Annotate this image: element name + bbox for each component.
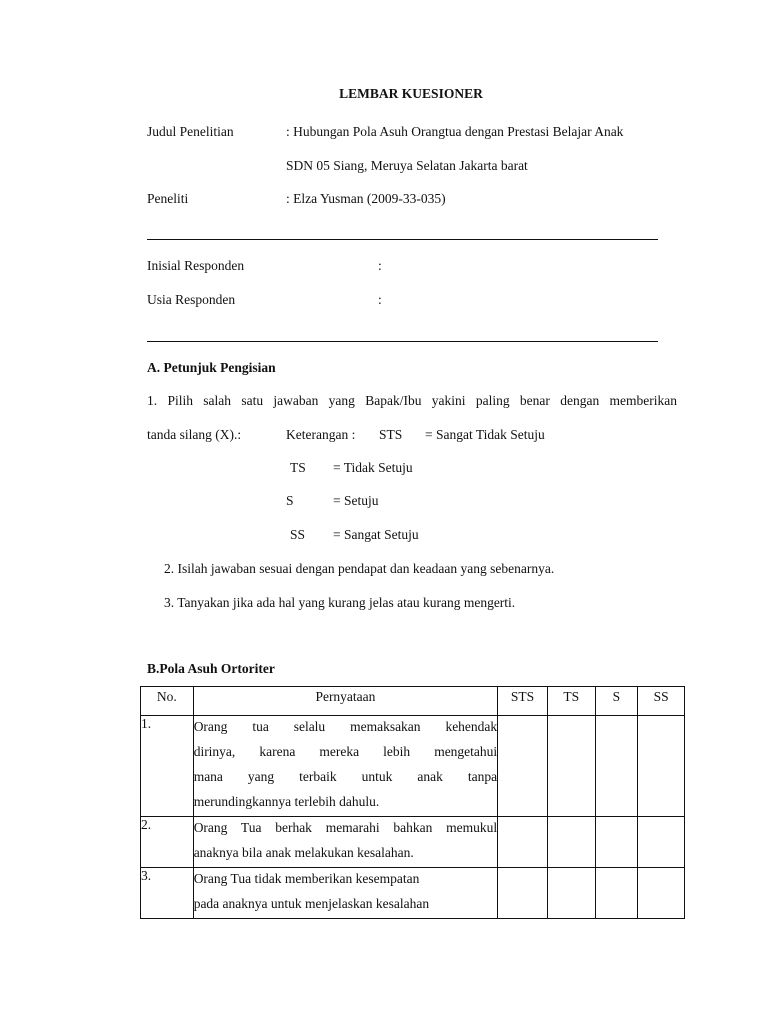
answer-cell-ts[interactable] bbox=[547, 817, 595, 868]
answer-cell-ss[interactable] bbox=[638, 716, 685, 817]
table-header-row bbox=[141, 687, 685, 716]
usia-responden-field[interactable]: : bbox=[378, 292, 382, 307]
judul-value-line2: SDN 05 Siang, Meruya Selatan Jakarta barat bbox=[286, 158, 528, 173]
instruction-2: 2. Isilah jawaban sesuai dengan pendapat dan keadaan yang sebenarnya. bbox=[164, 561, 555, 576]
section-a-heading: A. Petunjuk Pengisian bbox=[147, 360, 276, 375]
peneliti-label: Peneliti bbox=[147, 191, 189, 206]
judul-value-line1: : Hubungan Pola Asuh Orangtua dengan Prestasi Belajar Anak bbox=[286, 124, 624, 139]
statement-line: dirinya, karena mereka lebih mengetahui bbox=[193, 744, 498, 759]
col-header-sts: STS bbox=[498, 687, 548, 716]
legend-meaning-sts: = Sangat Tidak Setuju bbox=[425, 427, 545, 442]
row-number: 2. bbox=[141, 817, 194, 868]
answer-cell-s[interactable] bbox=[595, 817, 638, 868]
answer-cell-s[interactable] bbox=[595, 716, 638, 817]
instruction-1-line1: 1. Pilih salah satu jawaban yang Bapak/Ibu yakini paling benar dengan memberikan bbox=[147, 393, 677, 408]
page-title: LEMBAR KUESIONER bbox=[339, 86, 483, 101]
legend-meaning-ss: = Sangat Setuju bbox=[333, 527, 419, 542]
answer-cell-sts[interactable] bbox=[498, 817, 548, 868]
table-row bbox=[141, 868, 685, 919]
answer-cell-ts[interactable] bbox=[547, 716, 595, 817]
answer-cell-ts[interactable] bbox=[547, 868, 595, 919]
statement-line: anaknya bila anak melakukan kesalahan. bbox=[193, 845, 414, 860]
answer-cell-s[interactable] bbox=[595, 868, 638, 919]
keterangan-label: Keterangan : bbox=[286, 427, 356, 442]
col-header-ts: TS bbox=[547, 687, 595, 716]
table-row bbox=[141, 716, 685, 817]
judul-label: Judul Penelitian bbox=[147, 124, 234, 139]
statement-line: mana yang terbaik untuk anak tanpa bbox=[193, 769, 498, 784]
statement-line: Orang Tua berhak memarahi bahkan memukul bbox=[193, 820, 498, 835]
row-statement bbox=[193, 817, 497, 868]
questionnaire-table bbox=[140, 686, 685, 919]
answer-cell-sts[interactable] bbox=[498, 716, 548, 817]
legend-meaning-s: = Setuju bbox=[333, 493, 379, 508]
answer-cell-sts[interactable] bbox=[498, 868, 548, 919]
divider-bottom bbox=[147, 341, 658, 342]
instruction-1-line2: tanda silang (X).: bbox=[147, 427, 242, 442]
inisial-responden-label: Inisial Responden bbox=[147, 258, 245, 273]
col-header-ss: SS bbox=[638, 687, 685, 716]
legend-code-ts: TS bbox=[290, 460, 306, 475]
row-number: 3. bbox=[141, 868, 194, 919]
answer-cell-ss[interactable] bbox=[638, 868, 685, 919]
section-b-heading: B.Pola Asuh Ortoriter bbox=[147, 661, 275, 676]
col-header-s: S bbox=[595, 687, 638, 716]
col-header-no: No. bbox=[141, 687, 194, 716]
row-statement bbox=[193, 716, 497, 817]
answer-cell-ss[interactable] bbox=[638, 817, 685, 868]
col-header-pernyataan: Pernyataan bbox=[193, 687, 497, 716]
instruction-3: 3. Tanyakan jika ada hal yang kurang jelas atau kurang mengerti. bbox=[164, 595, 516, 610]
row-statement bbox=[193, 868, 497, 919]
legend-code-s: S bbox=[286, 493, 294, 508]
divider-top bbox=[147, 239, 658, 240]
inisial-responden-field[interactable]: : bbox=[378, 258, 382, 273]
statement-line: Orang Tua tidak memberikan kesempatan bbox=[193, 871, 420, 886]
usia-responden-label: Usia Responden bbox=[147, 292, 236, 307]
legend-code-ss: SS bbox=[290, 527, 306, 542]
legend-meaning-ts: = Tidak Setuju bbox=[333, 460, 413, 475]
statement-line: Orang tua selalu memaksakan kehendak bbox=[193, 719, 498, 734]
peneliti-value: : Elza Yusman (2009-33-035) bbox=[286, 191, 446, 206]
statement-line: merundingkannya terlebih dahulu. bbox=[193, 794, 380, 809]
statement-line: pada anaknya untuk menjelaskan kesalahan bbox=[193, 896, 430, 911]
legend-code-sts: STS bbox=[379, 427, 403, 442]
row-number: 1. bbox=[141, 716, 194, 817]
table-row bbox=[141, 817, 685, 868]
